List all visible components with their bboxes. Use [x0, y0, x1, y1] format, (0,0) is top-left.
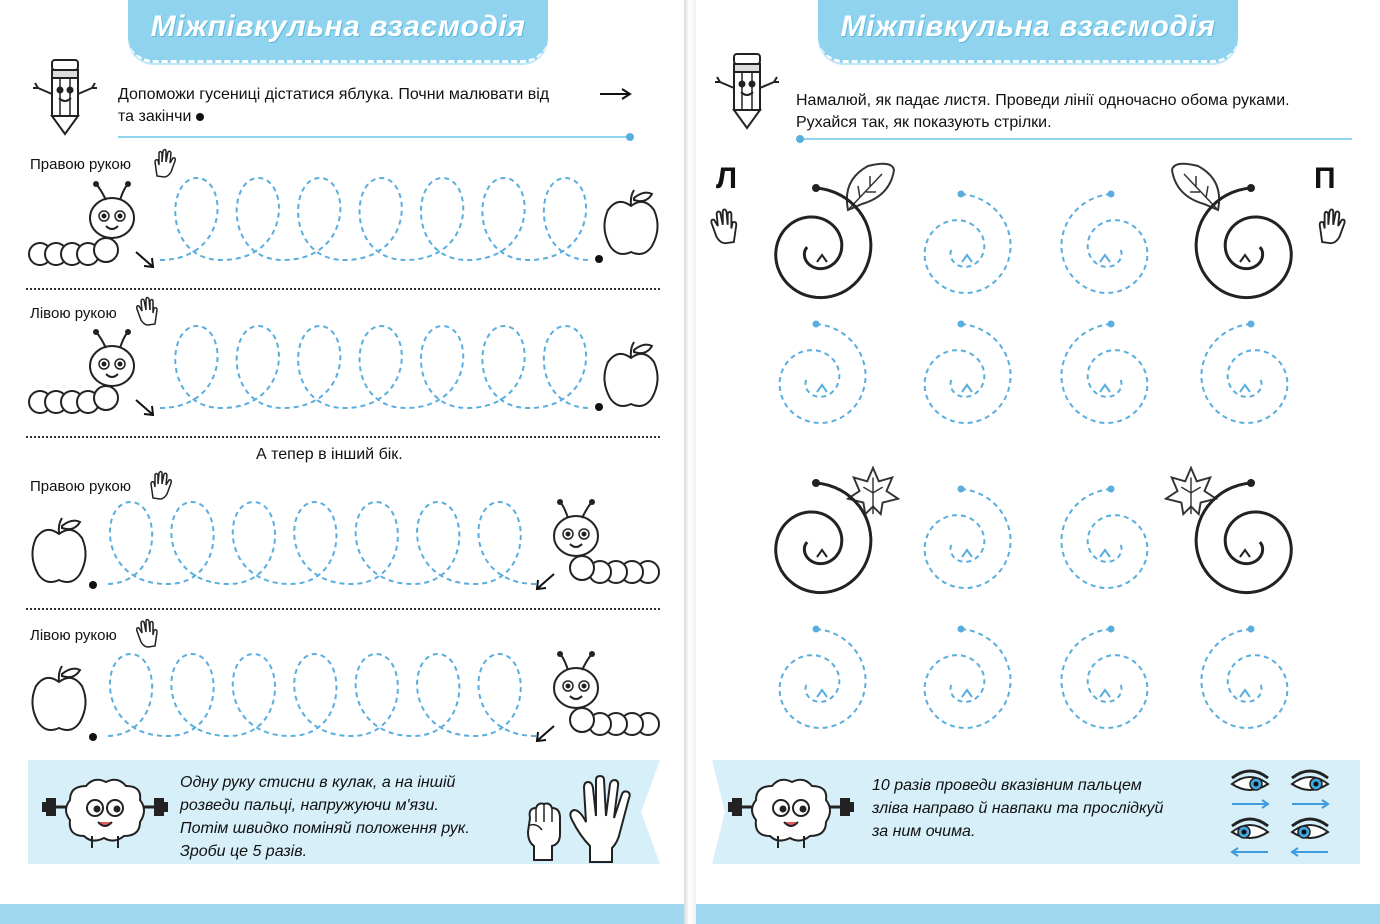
caterpillar-icon: [542, 500, 662, 592]
spiral-start-dot: [1108, 486, 1115, 493]
trace-loops: [160, 320, 600, 420]
right-page-title: Міжпівкульна взаємодія: [840, 10, 1216, 43]
instruction-text-2: Рухайся так, як показують стрілки.: [796, 114, 1052, 131]
spiral-arrow-icon: [1100, 385, 1110, 392]
left-hand-icon: [134, 618, 160, 648]
apple-icon: [28, 516, 90, 588]
end-dot-icon: [196, 113, 204, 121]
spiral-arrow-icon: [1100, 690, 1110, 697]
instruction-text-1: Допоможи гусениці дістатися яблука. Почни малювати від: [118, 86, 550, 103]
left-title-banner: [128, 0, 548, 63]
dashed-loop-line: [160, 178, 590, 260]
loop-trace-path: [106, 654, 536, 736]
footer-band: [696, 904, 1380, 924]
apple-icon: [600, 340, 662, 412]
spiral-start-dot: [813, 321, 820, 328]
start-arrow-icon: [598, 86, 634, 102]
fist-icon: [522, 800, 566, 862]
section-divider: [26, 608, 660, 610]
spiral-arrow-icon: [1240, 255, 1250, 262]
sample-spiral: [1196, 479, 1291, 593]
tip-line: Потім швидко поміняй положення рук.: [180, 820, 470, 837]
trace-spiral: [1061, 486, 1147, 589]
trace-spiral: [925, 191, 1011, 294]
trace-spiral: [780, 626, 866, 729]
spiral-arrow-icon: [962, 385, 972, 392]
spiral-start-dot: [958, 486, 965, 493]
spiral-line: [1061, 194, 1147, 293]
trace-spiral: [780, 321, 866, 424]
instruction-underline: [118, 132, 638, 142]
caterpillar-icon: [26, 330, 146, 422]
trace-loops: [160, 172, 600, 272]
section-divider: [26, 288, 660, 290]
brain-mascot-icon: [40, 770, 170, 856]
dashed-loop-line: [160, 326, 590, 408]
spiral-arrow-icon: [817, 550, 827, 557]
spiral-line: [925, 324, 1011, 423]
spiral-line: [925, 629, 1011, 728]
loop-trace-path: [160, 178, 590, 260]
right-page: [696, 0, 1380, 924]
trace-spiral: [925, 626, 1011, 729]
page-gutter: [684, 0, 696, 924]
spiral-line: [1061, 489, 1147, 588]
tip-line: Зроби це 5 разів.: [180, 843, 308, 860]
loop-trace-path: [106, 502, 536, 584]
spiral-line: [1201, 629, 1287, 728]
dashed-loop-line: [106, 654, 536, 736]
sample-spiral: [776, 184, 871, 298]
spiral-arrow-icon: [962, 255, 972, 262]
spiral-start-dot: [1108, 626, 1115, 633]
spiral-arrow-icon: [1240, 550, 1250, 557]
spiral-start-dot: [1248, 626, 1255, 633]
spiral-grid: [696, 0, 1380, 760]
tip-line: 10 разів проведи вказівним пальцем: [872, 777, 1142, 794]
trace-spiral: [1061, 626, 1147, 729]
spiral-start-dot: [1247, 479, 1255, 487]
spiral-line: [1061, 629, 1147, 728]
spiral-line: [925, 194, 1011, 293]
instruction-text-1: Намалюй, як падає листя. Проведи лінії одночасно обома руками.: [796, 92, 1290, 109]
spiral-arrow-icon: [962, 550, 972, 557]
footer-band: [0, 904, 684, 924]
pencil-mascot-icon: [30, 58, 100, 138]
apple-icon: [28, 664, 90, 736]
dashed-loop-line: [106, 502, 536, 584]
tip-line: розведи пальці, напружуючи м'язи.: [180, 797, 439, 814]
trace-spiral: [925, 486, 1011, 589]
trace-loops: [96, 648, 536, 748]
section-divider: [26, 436, 660, 438]
spiral-line: [1196, 188, 1291, 298]
trace-loops: [96, 496, 536, 596]
trace-spiral: [1201, 321, 1287, 424]
spiral-line: [1061, 324, 1147, 423]
spiral-arrow-icon: [817, 255, 827, 262]
eye-icon: [1292, 819, 1328, 856]
sample-spiral: [776, 479, 871, 593]
direction-arrow-icon: [134, 398, 158, 418]
spiral-start-dot: [1108, 321, 1115, 328]
trace-spiral: [1061, 321, 1147, 424]
eye-icon: [1292, 771, 1328, 808]
spiral-line: [1201, 324, 1287, 423]
spiral-arrow-icon: [962, 690, 972, 697]
tip-line: за ним очима.: [872, 823, 976, 840]
left-page-title: Міжпівкульна взаємодія: [150, 10, 526, 43]
left-page: [0, 0, 684, 924]
left-tip-text: [180, 771, 470, 863]
spiral-arrow-icon: [817, 385, 827, 392]
left-hand-icon: [134, 296, 160, 326]
tip-line: зліва направо й навпаки та прослідкуй: [872, 800, 1164, 817]
spiral-start-dot: [812, 479, 820, 487]
apple-icon: [600, 188, 662, 260]
spiral-line: [776, 483, 871, 593]
spiral-start-dot: [1248, 321, 1255, 328]
caterpillar-icon: [26, 182, 146, 274]
trace-spiral: [1061, 191, 1147, 294]
open-hand-icon: [566, 776, 636, 864]
left-instruction: [118, 84, 618, 128]
eyes-exercise-icon: [1222, 762, 1342, 862]
spiral-line: [780, 324, 866, 423]
loop-trace-path: [160, 326, 590, 408]
row2-label: Лівою рукою: [30, 305, 117, 322]
spiral-line: [925, 489, 1011, 588]
right-tip-text: [872, 774, 1163, 843]
spiral-arrow-icon: [1100, 255, 1110, 262]
spiral-start-dot: [958, 626, 965, 633]
trace-spiral: [925, 321, 1011, 424]
eye-icon: [1232, 819, 1268, 856]
spiral-start-dot: [958, 321, 965, 328]
trace-spiral: [1201, 626, 1287, 729]
spiral-start-dot: [1108, 191, 1115, 198]
spiral-line: [1196, 483, 1291, 593]
left-hand-letter: Л: [716, 162, 738, 195]
sample-spiral: [1196, 184, 1291, 298]
middle-text: А тепер в інший бік.: [256, 446, 403, 463]
direction-arrow-icon: [134, 250, 158, 270]
spiral-line: [776, 188, 871, 298]
spiral-start-dot: [1247, 184, 1255, 192]
spiral-start-dot: [813, 626, 820, 633]
row4-label: Лівою рукою: [30, 627, 117, 644]
spiral-arrow-icon: [1240, 690, 1250, 697]
eye-icon: [1232, 771, 1268, 808]
tip-line: Одну руку стисни в кулак, а на іншій: [180, 774, 456, 791]
spiral-start-dot: [812, 184, 820, 192]
spiral-start-dot: [958, 191, 965, 198]
spiral-arrow-icon: [1240, 385, 1250, 392]
row1-label: Правою рукою: [30, 156, 132, 173]
instruction-text-2: та закінчи: [118, 108, 192, 125]
spiral-arrow-icon: [817, 690, 827, 697]
right-hand-letter: П: [1314, 162, 1336, 195]
brain-mascot-icon: [726, 770, 856, 856]
row3-label: Правою рукою: [30, 478, 132, 495]
caterpillar-icon: [542, 652, 662, 744]
spiral-line: [780, 629, 866, 728]
spiral-arrow-icon: [1100, 550, 1110, 557]
